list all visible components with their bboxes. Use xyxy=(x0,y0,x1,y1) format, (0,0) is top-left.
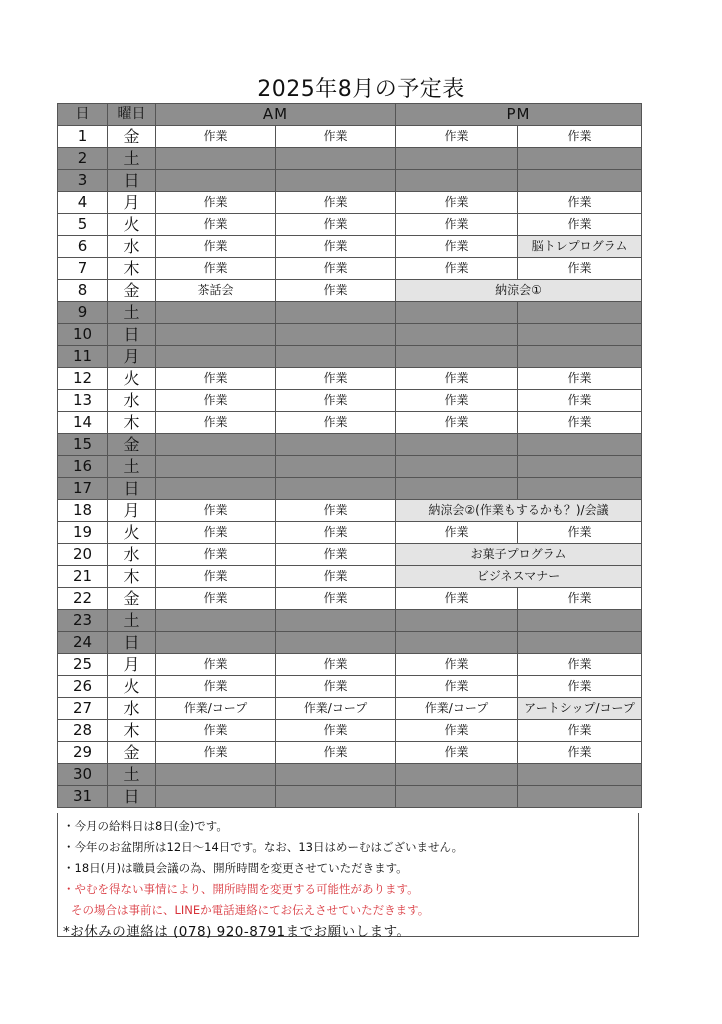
weekday-cell: 木 xyxy=(108,720,156,742)
pm-activity-cell: 作業 xyxy=(518,390,642,412)
pm-activity-cell: 作業 xyxy=(396,390,518,412)
header-pm: PM xyxy=(396,104,642,126)
day-cell: 6 xyxy=(58,236,108,258)
weekday-cell: 日 xyxy=(108,478,156,500)
day-cell: 27 xyxy=(58,698,108,720)
am-activity-cell: 作業 xyxy=(276,654,396,676)
day-cell: 31 xyxy=(58,786,108,808)
day-cell: 23 xyxy=(58,610,108,632)
weekday-cell: 土 xyxy=(108,610,156,632)
am-activity-cell: 作業 xyxy=(276,544,396,566)
am-activity-cell: 作業/コープ xyxy=(156,698,276,720)
day-cell: 5 xyxy=(58,214,108,236)
day-cell: 17 xyxy=(58,478,108,500)
pm-activity-cell: 作業 xyxy=(396,676,518,698)
am-activity-cell: 作業 xyxy=(276,522,396,544)
weekday-cell: 金 xyxy=(108,588,156,610)
day-cell: 13 xyxy=(58,390,108,412)
day-cell: 30 xyxy=(58,764,108,786)
header-weekday: 曜日 xyxy=(108,104,156,126)
am-activity-cell: 作業 xyxy=(276,566,396,588)
weekday-cell: 日 xyxy=(108,786,156,808)
closed-cell xyxy=(518,478,642,500)
table-row xyxy=(58,544,642,566)
am-activity-cell: 作業 xyxy=(276,412,396,434)
weekday-cell: 日 xyxy=(108,324,156,346)
header-day: 日 xyxy=(58,104,108,126)
closed-cell xyxy=(156,170,276,192)
table-row xyxy=(58,478,642,500)
table-row xyxy=(58,258,642,280)
table-row xyxy=(58,412,642,434)
table-row xyxy=(58,522,642,544)
closed-cell xyxy=(396,786,518,808)
am-activity-cell: 作業 xyxy=(156,126,276,148)
pm-activity-cell: 作業 xyxy=(518,412,642,434)
pm-event-cell: 納涼会① xyxy=(396,280,642,302)
closed-cell xyxy=(396,346,518,368)
closed-cell xyxy=(156,786,276,808)
closed-cell xyxy=(156,764,276,786)
notes-box xyxy=(57,813,639,940)
pm-activity-cell: 作業 xyxy=(396,654,518,676)
table-row xyxy=(58,742,642,764)
weekday-cell: 火 xyxy=(108,368,156,390)
day-cell: 25 xyxy=(58,654,108,676)
weekday-cell: 金 xyxy=(108,742,156,764)
note-line: ・やむを得ない事情により、開所時間を変更する可能性があります。 xyxy=(63,882,419,896)
table-row xyxy=(58,126,642,148)
closed-cell xyxy=(156,632,276,654)
pm-activity-cell: 作業 xyxy=(518,192,642,214)
am-activity-cell: 作業 xyxy=(156,412,276,434)
am-activity-cell: 作業 xyxy=(156,588,276,610)
day-cell: 11 xyxy=(58,346,108,368)
closed-cell xyxy=(518,324,642,346)
weekday-cell: 水 xyxy=(108,544,156,566)
closed-cell xyxy=(156,610,276,632)
pm-activity-cell: 作業 xyxy=(396,742,518,764)
day-cell: 20 xyxy=(58,544,108,566)
pm-activity-cell: 作業 xyxy=(518,368,642,390)
closed-cell xyxy=(518,170,642,192)
am-activity-cell: 作業 xyxy=(156,500,276,522)
am-activity-cell: 作業 xyxy=(156,192,276,214)
closed-cell xyxy=(276,148,396,170)
pm-activity-cell: 作業 xyxy=(518,588,642,610)
day-cell: 9 xyxy=(58,302,108,324)
schedule-table xyxy=(57,103,642,808)
day-cell: 15 xyxy=(58,434,108,456)
am-activity-cell: 作業/コープ xyxy=(276,698,396,720)
pm-activity-cell: 作業 xyxy=(396,412,518,434)
pm-activity-cell: 作業 xyxy=(518,654,642,676)
weekday-cell: 金 xyxy=(108,434,156,456)
closed-cell xyxy=(276,434,396,456)
am-activity-cell: 作業 xyxy=(156,742,276,764)
table-row xyxy=(58,588,642,610)
weekday-cell: 金 xyxy=(108,280,156,302)
weekday-cell: 月 xyxy=(108,192,156,214)
page-title: 2025年8月の予定表 xyxy=(257,77,465,102)
header-row xyxy=(58,104,642,126)
table-row xyxy=(58,236,642,258)
closed-cell xyxy=(396,610,518,632)
day-cell: 16 xyxy=(58,456,108,478)
day-cell: 24 xyxy=(58,632,108,654)
am-activity-cell: 作業 xyxy=(276,368,396,390)
pm-activity-cell: 作業 xyxy=(396,192,518,214)
am-activity-cell: 作業 xyxy=(276,280,396,302)
day-cell: 28 xyxy=(58,720,108,742)
weekday-cell: 木 xyxy=(108,412,156,434)
am-activity-cell: 作業 xyxy=(276,676,396,698)
closed-cell xyxy=(396,434,518,456)
weekday-cell: 月 xyxy=(108,654,156,676)
am-activity-cell: 作業 xyxy=(276,500,396,522)
am-activity-cell: 作業 xyxy=(156,368,276,390)
pm-activity-cell: 作業 xyxy=(518,676,642,698)
table-row xyxy=(58,390,642,412)
pm-event-cell: お菓子プログラム xyxy=(396,544,642,566)
table-row xyxy=(58,434,642,456)
day-cell: 10 xyxy=(58,324,108,346)
weekday-cell: 日 xyxy=(108,170,156,192)
am-activity-cell: 作業 xyxy=(156,544,276,566)
am-activity-cell: 作業 xyxy=(156,214,276,236)
am-activity-cell: 作業 xyxy=(276,720,396,742)
pm-activity-cell: 作業 xyxy=(518,214,642,236)
table-row xyxy=(58,324,642,346)
pm-activity-cell: 作業 xyxy=(396,522,518,544)
closed-cell xyxy=(518,346,642,368)
weekday-cell: 木 xyxy=(108,566,156,588)
day-cell: 19 xyxy=(58,522,108,544)
weekday-cell: 日 xyxy=(108,632,156,654)
weekday-cell: 土 xyxy=(108,302,156,324)
weekday-cell: 火 xyxy=(108,522,156,544)
closed-cell xyxy=(156,302,276,324)
schedule-body xyxy=(58,126,642,808)
closed-cell xyxy=(276,170,396,192)
table-row xyxy=(58,456,642,478)
day-cell: 3 xyxy=(58,170,108,192)
closed-cell xyxy=(518,434,642,456)
day-cell: 29 xyxy=(58,742,108,764)
closed-cell xyxy=(396,632,518,654)
day-cell: 2 xyxy=(58,148,108,170)
table-row xyxy=(58,654,642,676)
am-activity-cell: 作業 xyxy=(276,258,396,280)
am-activity-cell: 作業 xyxy=(276,390,396,412)
table-row xyxy=(58,170,642,192)
closed-cell xyxy=(276,632,396,654)
closed-cell xyxy=(396,764,518,786)
closed-cell xyxy=(396,170,518,192)
table-row xyxy=(58,786,642,808)
day-cell: 4 xyxy=(58,192,108,214)
am-activity-cell: 作業 xyxy=(156,566,276,588)
day-cell: 1 xyxy=(58,126,108,148)
am-activity-cell: 作業 xyxy=(276,588,396,610)
am-activity-cell: 作業 xyxy=(276,236,396,258)
closed-cell xyxy=(156,478,276,500)
pm-activity-cell: 脳トレプログラム xyxy=(518,236,642,258)
note-line: ・18日(月)は職員会議の為、開所時間を変更させていただきます。 xyxy=(63,861,408,875)
day-cell: 8 xyxy=(58,280,108,302)
pm-activity-cell: 作業 xyxy=(518,126,642,148)
closed-cell xyxy=(156,148,276,170)
closed-cell xyxy=(276,302,396,324)
pm-activity-cell: 作業 xyxy=(396,236,518,258)
pm-activity-cell: 作業 xyxy=(518,742,642,764)
closed-cell xyxy=(276,610,396,632)
day-cell: 26 xyxy=(58,676,108,698)
day-cell: 18 xyxy=(58,500,108,522)
day-cell: 21 xyxy=(58,566,108,588)
am-activity-cell: 茶話会 xyxy=(156,280,276,302)
closed-cell xyxy=(396,302,518,324)
pm-activity-cell: 作業/コープ xyxy=(396,698,518,720)
pm-activity-cell: 作業 xyxy=(396,368,518,390)
pm-activity-cell: 作業 xyxy=(518,258,642,280)
closed-cell xyxy=(276,786,396,808)
closed-cell xyxy=(276,456,396,478)
closed-cell xyxy=(276,478,396,500)
closed-cell xyxy=(396,478,518,500)
table-row xyxy=(58,368,642,390)
note-line: ・今年のお盆閉所は12日～14日です。なお、13日はめーむはございません。 xyxy=(63,840,464,854)
weekday-cell: 水 xyxy=(108,236,156,258)
pm-activity-cell: 作業 xyxy=(396,214,518,236)
closed-cell xyxy=(156,324,276,346)
table-row xyxy=(58,698,642,720)
weekday-cell: 木 xyxy=(108,258,156,280)
am-activity-cell: 作業 xyxy=(156,258,276,280)
closed-cell xyxy=(518,764,642,786)
am-activity-cell: 作業 xyxy=(276,126,396,148)
pm-activity-cell: アートシップ/コープ xyxy=(518,698,642,720)
table-row xyxy=(58,500,642,522)
table-row xyxy=(58,632,642,654)
table-row xyxy=(58,214,642,236)
pm-activity-cell: 作業 xyxy=(396,588,518,610)
am-activity-cell: 作業 xyxy=(276,742,396,764)
weekday-cell: 月 xyxy=(108,346,156,368)
am-activity-cell: 作業 xyxy=(156,720,276,742)
pm-activity-cell: 作業 xyxy=(396,126,518,148)
weekday-cell: 水 xyxy=(108,390,156,412)
day-cell: 12 xyxy=(58,368,108,390)
closed-cell xyxy=(276,324,396,346)
am-activity-cell: 作業 xyxy=(156,676,276,698)
am-activity-cell: 作業 xyxy=(156,654,276,676)
closed-cell xyxy=(518,610,642,632)
note-line: その場合は事前に、LINEか電話連絡にてお伝えさせていただきます。 xyxy=(71,903,430,917)
closed-cell xyxy=(276,764,396,786)
day-cell: 14 xyxy=(58,412,108,434)
table-row xyxy=(58,302,642,324)
weekday-cell: 土 xyxy=(108,148,156,170)
closed-cell xyxy=(156,456,276,478)
table-row xyxy=(58,676,642,698)
closed-cell xyxy=(276,346,396,368)
closed-cell xyxy=(396,324,518,346)
weekday-cell: 月 xyxy=(108,500,156,522)
pm-event-cell: ビジネスマナー xyxy=(396,566,642,588)
pm-activity-cell: 作業 xyxy=(518,720,642,742)
closed-cell xyxy=(518,632,642,654)
weekday-cell: 水 xyxy=(108,698,156,720)
table-row xyxy=(58,610,642,632)
pm-activity-cell: 作業 xyxy=(396,258,518,280)
am-activity-cell: 作業 xyxy=(276,192,396,214)
table-row xyxy=(58,346,642,368)
table-row xyxy=(58,148,642,170)
table-row xyxy=(58,566,642,588)
table-row xyxy=(58,280,642,302)
am-activity-cell: 作業 xyxy=(156,522,276,544)
table-row xyxy=(58,720,642,742)
pm-event-cell: 納涼会②(作業もするかも？)/会議 xyxy=(396,500,642,522)
pm-activity-cell: 作業 xyxy=(396,720,518,742)
header-am: AM xyxy=(156,104,396,126)
weekday-cell: 土 xyxy=(108,764,156,786)
am-activity-cell: 作業 xyxy=(156,236,276,258)
table-row xyxy=(58,192,642,214)
table-row xyxy=(58,764,642,786)
closed-cell xyxy=(156,346,276,368)
note-line: ・今月の給料日は8日(金)です。 xyxy=(63,819,228,833)
weekday-cell: 金 xyxy=(108,126,156,148)
closed-cell xyxy=(396,456,518,478)
am-activity-cell: 作業 xyxy=(156,390,276,412)
weekday-cell: 土 xyxy=(108,456,156,478)
closed-cell xyxy=(518,456,642,478)
day-cell: 22 xyxy=(58,588,108,610)
weekday-cell: 火 xyxy=(108,214,156,236)
am-activity-cell: 作業 xyxy=(276,214,396,236)
closed-cell xyxy=(518,302,642,324)
closed-cell xyxy=(518,786,642,808)
closed-cell xyxy=(156,434,276,456)
weekday-cell: 火 xyxy=(108,676,156,698)
note-line: *お休みの連絡は (078) 920-8791までお願いします。 xyxy=(63,924,411,940)
closed-cell xyxy=(518,148,642,170)
pm-activity-cell: 作業 xyxy=(518,522,642,544)
day-cell: 7 xyxy=(58,258,108,280)
closed-cell xyxy=(396,148,518,170)
